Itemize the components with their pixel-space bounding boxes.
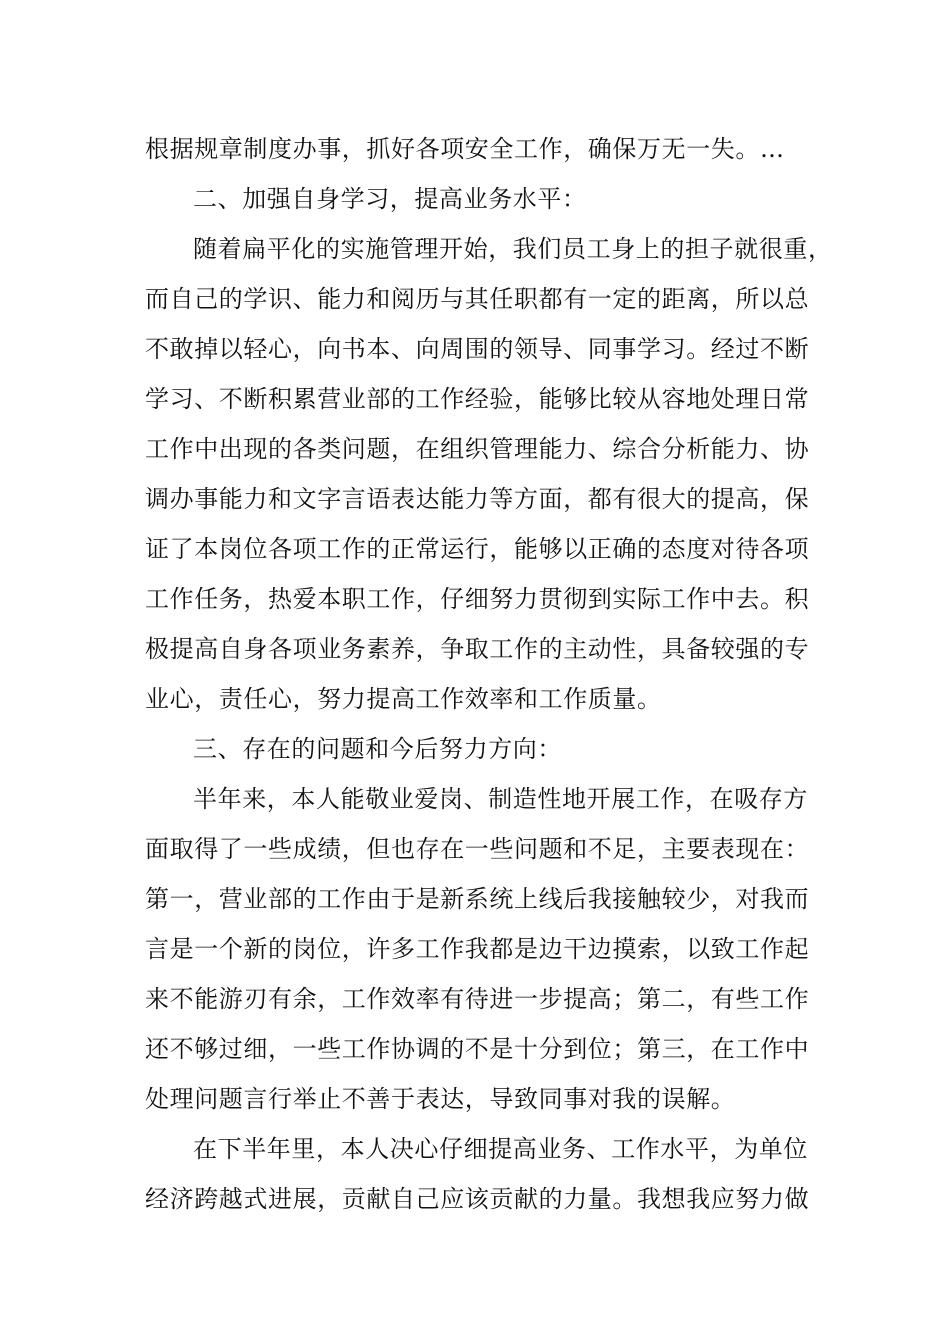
document-body <box>145 124 833 1224</box>
text-line: 经济跨越式进展，贡献自己应该贡献的力量。我想我应努力做 <box>145 1185 810 1213</box>
section-heading: 二、加强自身学习，提高业务水平： <box>193 185 587 213</box>
text-line: 根据规章制度办事，抓好各项安全工作，确保万无一失。… <box>145 135 785 163</box>
text-line: 还不够过细，一些工作协调的不是十分到位；第三，在工作中 <box>145 1035 810 1063</box>
text-line: 学习、不断积累营业部的工作经验，能够比较从容地处理日常 <box>145 385 810 413</box>
text-line: 调办事能力和文字言语表达能力等方面，都有很大的提高，保 <box>145 485 810 513</box>
text-line: 来不能游刃有余，工作效率有待进一步提高；第二，有些工作 <box>145 985 810 1013</box>
text-line: 在下半年里，本人决心仔细提高业务、工作水平，为单位 <box>193 1135 808 1163</box>
section-heading: 三、存在的问题和今后努力方向： <box>193 735 562 763</box>
text-line: 证了本岗位各项工作的正常运行，能够以正确的态度对待各项 <box>145 535 810 563</box>
text-line: 半年来，本人能敬业爱岗、制造性地开展工作，在吸存方 <box>193 785 808 813</box>
text-line: 处理问题言行举止不善于表达，导致同事对我的误解。 <box>145 1085 736 1113</box>
text-line: 工作中出现的各类问题，在组织管理能力、综合分析能力、协 <box>145 435 810 463</box>
text-line: 工作任务，热爱本职工作，仔细努力贯彻到实际工作中去。积 <box>145 585 810 613</box>
text-line: 不敢掉以轻心，向书本、向周围的领导、同事学习。经过不断 <box>145 335 810 363</box>
text-line: 而自己的学识、能力和阅历与其任职都有一定的距离，所以总 <box>145 285 810 313</box>
text-line: 随着扁平化的实施管理开始，我们员工身上的担子就很重， <box>193 235 833 263</box>
text-line: 面取得了一些成绩，但也存在一些问题和不足，主要表现在： <box>145 835 810 863</box>
text-line: 极提高自身各项业务素养，争取工作的主动性，具备较强的专 <box>145 635 810 663</box>
text-line: 第一，营业部的工作由于是新系统上线后我接触较少，对我而 <box>145 885 810 913</box>
text-line: 业心，责任心，努力提高工作效率和工作质量。 <box>145 685 662 713</box>
text-line: 言是一个新的岗位，许多工作我都是边干边摸索，以致工作起 <box>145 935 810 963</box>
